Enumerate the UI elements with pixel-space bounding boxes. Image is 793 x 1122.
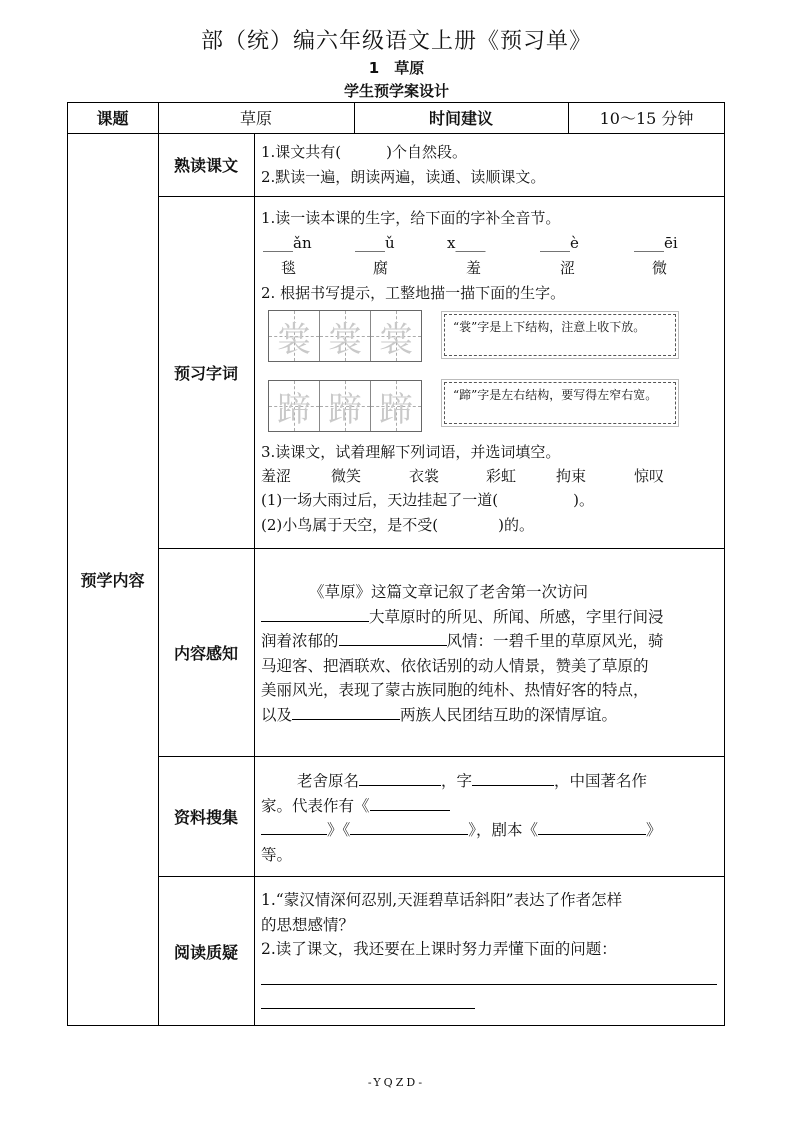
writing-tip-2: “蹄”字是左右结构，要写得左窄右宽。 — [444, 382, 676, 424]
pinyin-3: x____ — [447, 234, 486, 252]
material-paragraph: 老舍原名 ，字 ，中国著名作 家。代表作有《 》《 》，剧本《 》 等。 — [261, 772, 662, 864]
vocab-1: 羞涩 — [261, 467, 292, 485]
reading-line-2: 2.默读一遍，朗读两遍，读通、读顺课文。 — [261, 168, 546, 186]
vocab-3: 衣裳 — [409, 467, 440, 485]
trace-grid-1[interactable] — [268, 310, 422, 362]
subtitle: 学生预学案设计 — [343, 82, 449, 100]
blank[interactable] — [350, 819, 468, 835]
words-q2: 2. 根据书写提示，工整地描一描下面的生字。 — [261, 284, 566, 302]
content-label: 内容感知 — [173, 643, 238, 663]
blank[interactable] — [538, 819, 646, 835]
answer-line[interactable] — [261, 1008, 475, 1009]
vocab-4: 彩虹 — [486, 467, 517, 485]
blank[interactable] — [292, 704, 400, 720]
questions-label: 阅读质疑 — [173, 942, 238, 962]
answer-line[interactable] — [261, 984, 717, 985]
reading-line-1: 1.课文共有( )个自然段。 — [261, 143, 468, 161]
words-q3: 3.读课文，试着理解下列词语，并选词填空。 — [261, 443, 561, 461]
trace-cell[interactable]: 裳 — [371, 311, 421, 361]
blank[interactable] — [261, 819, 327, 835]
blank[interactable] — [359, 770, 441, 786]
page-title: 部（统）编六年级语文上册《预习单》 — [200, 29, 592, 54]
words-label: 预习字词 — [173, 363, 238, 383]
blank[interactable] — [370, 795, 450, 811]
pinyin-5: ____ēi — [634, 234, 678, 252]
vocab-6: 惊叹 — [634, 467, 665, 485]
blank[interactable] — [472, 770, 554, 786]
char-5: 微 — [652, 259, 668, 277]
topic-value: 草原 — [239, 109, 272, 128]
trace-cell[interactable]: 蹄 — [269, 381, 320, 431]
footer-mark: -YQZD- — [367, 1076, 426, 1089]
trace-cell[interactable]: 裳 — [269, 311, 320, 361]
vocab-5: 拘束 — [556, 467, 587, 485]
char-3: 羞 — [466, 259, 482, 277]
writing-tip-1: “裳”字是上下结构，注意上收下放。 — [444, 314, 676, 356]
pinyin-2: ____ǔ — [355, 234, 395, 252]
pinyin-1: ____ǎn — [263, 234, 312, 252]
trace-cell[interactable]: 裳 — [320, 311, 371, 361]
time-label: 时间建议 — [428, 109, 493, 128]
char-4: 涩 — [560, 259, 576, 277]
time-value: 10～15 分钟 — [599, 109, 694, 128]
blank[interactable] — [339, 630, 447, 646]
trace-cell[interactable]: 蹄 — [320, 381, 371, 431]
blank[interactable] — [261, 606, 369, 622]
words-q1: 1.读一读本课的生字，给下面的字补全音节。 — [261, 209, 561, 227]
material-label: 资料搜集 — [173, 807, 238, 827]
questions-paragraph: 1.“蒙汉情深何忍别,天涯碧草话斜阳”表达了作者怎样 的思想感情？ 2.读了课文，我还要在上课时努力弄懂下面的问题： — [261, 891, 623, 958]
content-paragraph: 《草原》这篇文章记叙了老舍第一次访问 大草原时的所见、所闻、所感，字里行间浸 润着浓郁的 风情：一碧千里的草原风光，骑 马迎客、把酒联欢、依依话别的动人情景，赞美了草原的 美丽风光，表现了蒙古族同胞的纯朴、热情好客的特点， 以及 两族人民团结互助的深情厚谊。 — [261, 583, 664, 724]
fill-sentence-1: (1)一场大雨过后，天边挂起了一道( )。 — [261, 491, 594, 509]
reading-label: 熟读课文 — [173, 156, 238, 175]
trace-cell[interactable]: 蹄 — [371, 381, 421, 431]
trace-grid-2[interactable] — [268, 380, 422, 432]
main-section-label: 预学内容 — [80, 571, 145, 590]
vocab-2: 微笑 — [331, 467, 362, 485]
fill-sentence-2: (2)小鸟属于天空，是不受( )的。 — [261, 516, 534, 534]
char-1: 毯 — [281, 259, 297, 277]
pinyin-4: ____è — [540, 234, 579, 252]
char-2: 腐 — [373, 259, 389, 277]
lesson-title: 1 草原 — [368, 59, 425, 77]
topic-label: 课题 — [96, 109, 129, 128]
